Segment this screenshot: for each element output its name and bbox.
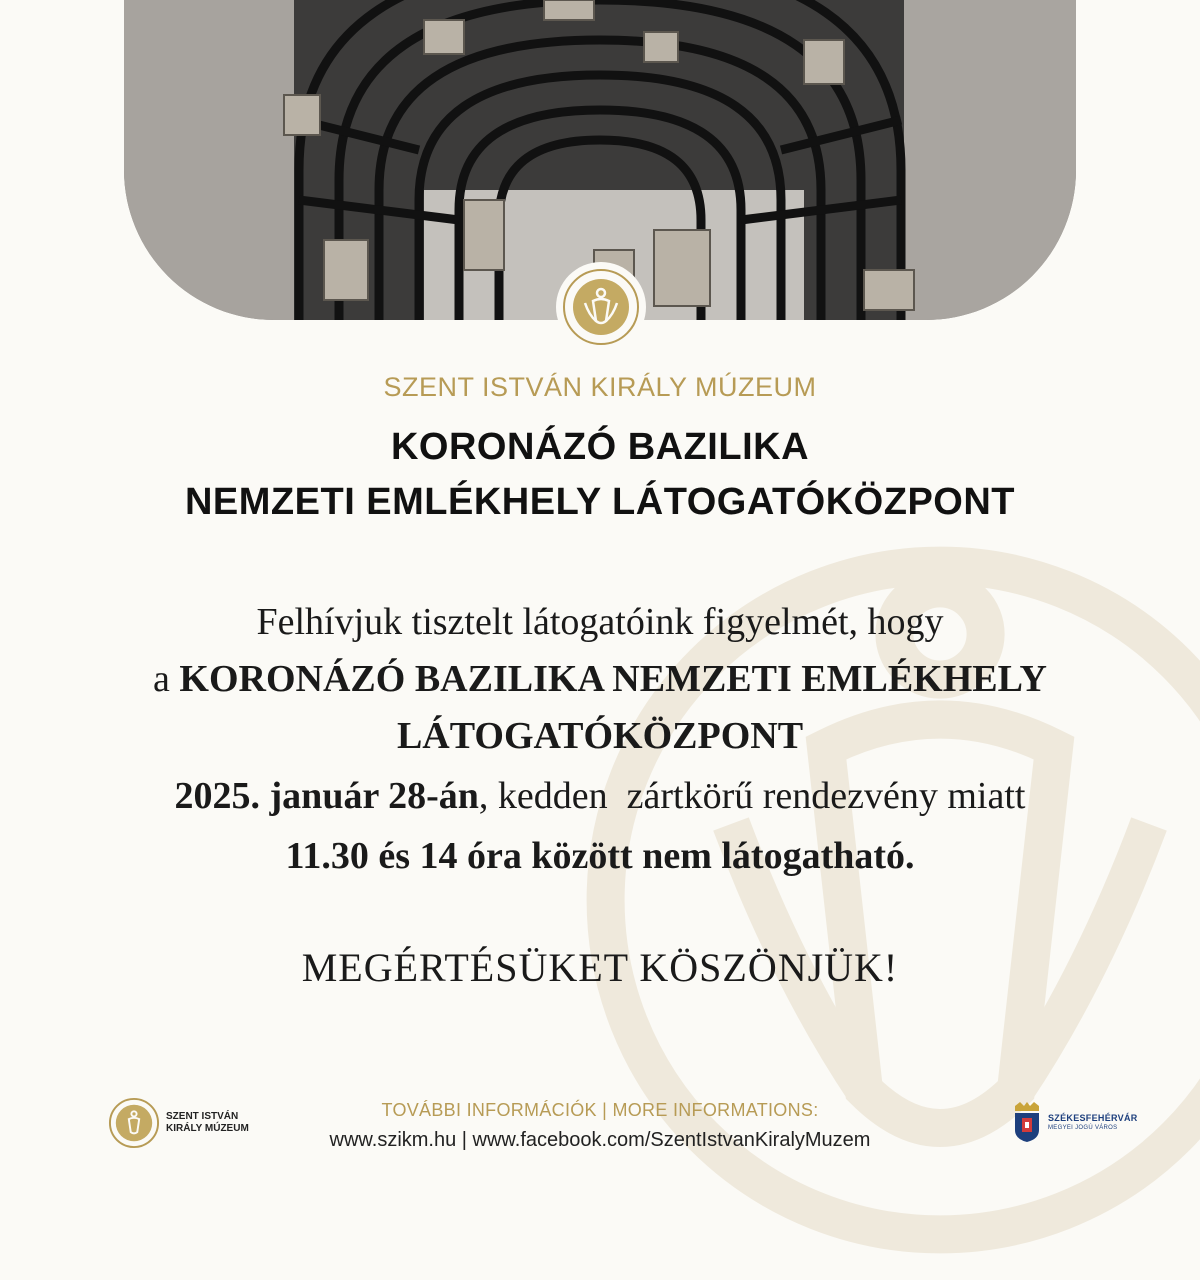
- notice-line-2-prefix: a: [153, 658, 180, 700]
- city-name: SZÉKESFEHÉRVÁR: [1048, 1113, 1138, 1123]
- notice-line-2: [0, 657, 1200, 701]
- museum-name: SZENT ISTVÁN KIRÁLY MÚZEUM: [383, 372, 817, 402]
- notice-line-4-rest: , kedden zártkörű rendezvény miatt: [478, 775, 1026, 817]
- museum-logo: [556, 262, 646, 352]
- notice-line-3: [0, 714, 1200, 758]
- headline-line-1: KORONÁZÓ BAZILIKA: [390, 426, 810, 468]
- city-logo: [1012, 1102, 1138, 1142]
- notice-line-3-bold: LÁTOGATÓKÖZPONT: [396, 715, 804, 757]
- notice-line-4: [0, 774, 1200, 818]
- footer-logo-line-2: KIRÁLY MÚZEUM: [166, 1123, 249, 1134]
- footer-logo-line-1: SZENT ISTVÁN: [166, 1111, 239, 1122]
- notice-date: 2025. január 28-án: [174, 775, 479, 817]
- angel-emblem-icon: [561, 267, 641, 347]
- notice-line-1: Felhívjuk tisztelt látogatóink figyelmét, hogy: [256, 601, 944, 643]
- city-coat-of-arms-icon: [1012, 1102, 1042, 1142]
- thanks-text: MEGÉRTÉSÜKET KÖSZÖNJÜK!: [301, 945, 899, 990]
- notice-line-5: [0, 834, 1200, 878]
- headline-line-2: NEMZETI EMLÉKHELY LÁTOGATÓKÖZPONT: [184, 481, 1015, 523]
- footer-links[interactable]: www.szikm.hu | www.facebook.com/SzentIstvanKiralyMuzem: [329, 1129, 871, 1151]
- notice-time: 11.30 és 14 óra között nem látogatható.: [285, 835, 915, 877]
- more-info-label: TOVÁBBI INFORMÁCIÓK | MORE INFORMATIONS:: [381, 1100, 819, 1120]
- notice-line-2-bold: KORONÁZÓ BAZILIKA NEMZETI EMLÉKHELY: [179, 658, 1047, 700]
- city-subtitle: MEGYEI JOGÚ VÁROS: [1048, 1125, 1118, 1131]
